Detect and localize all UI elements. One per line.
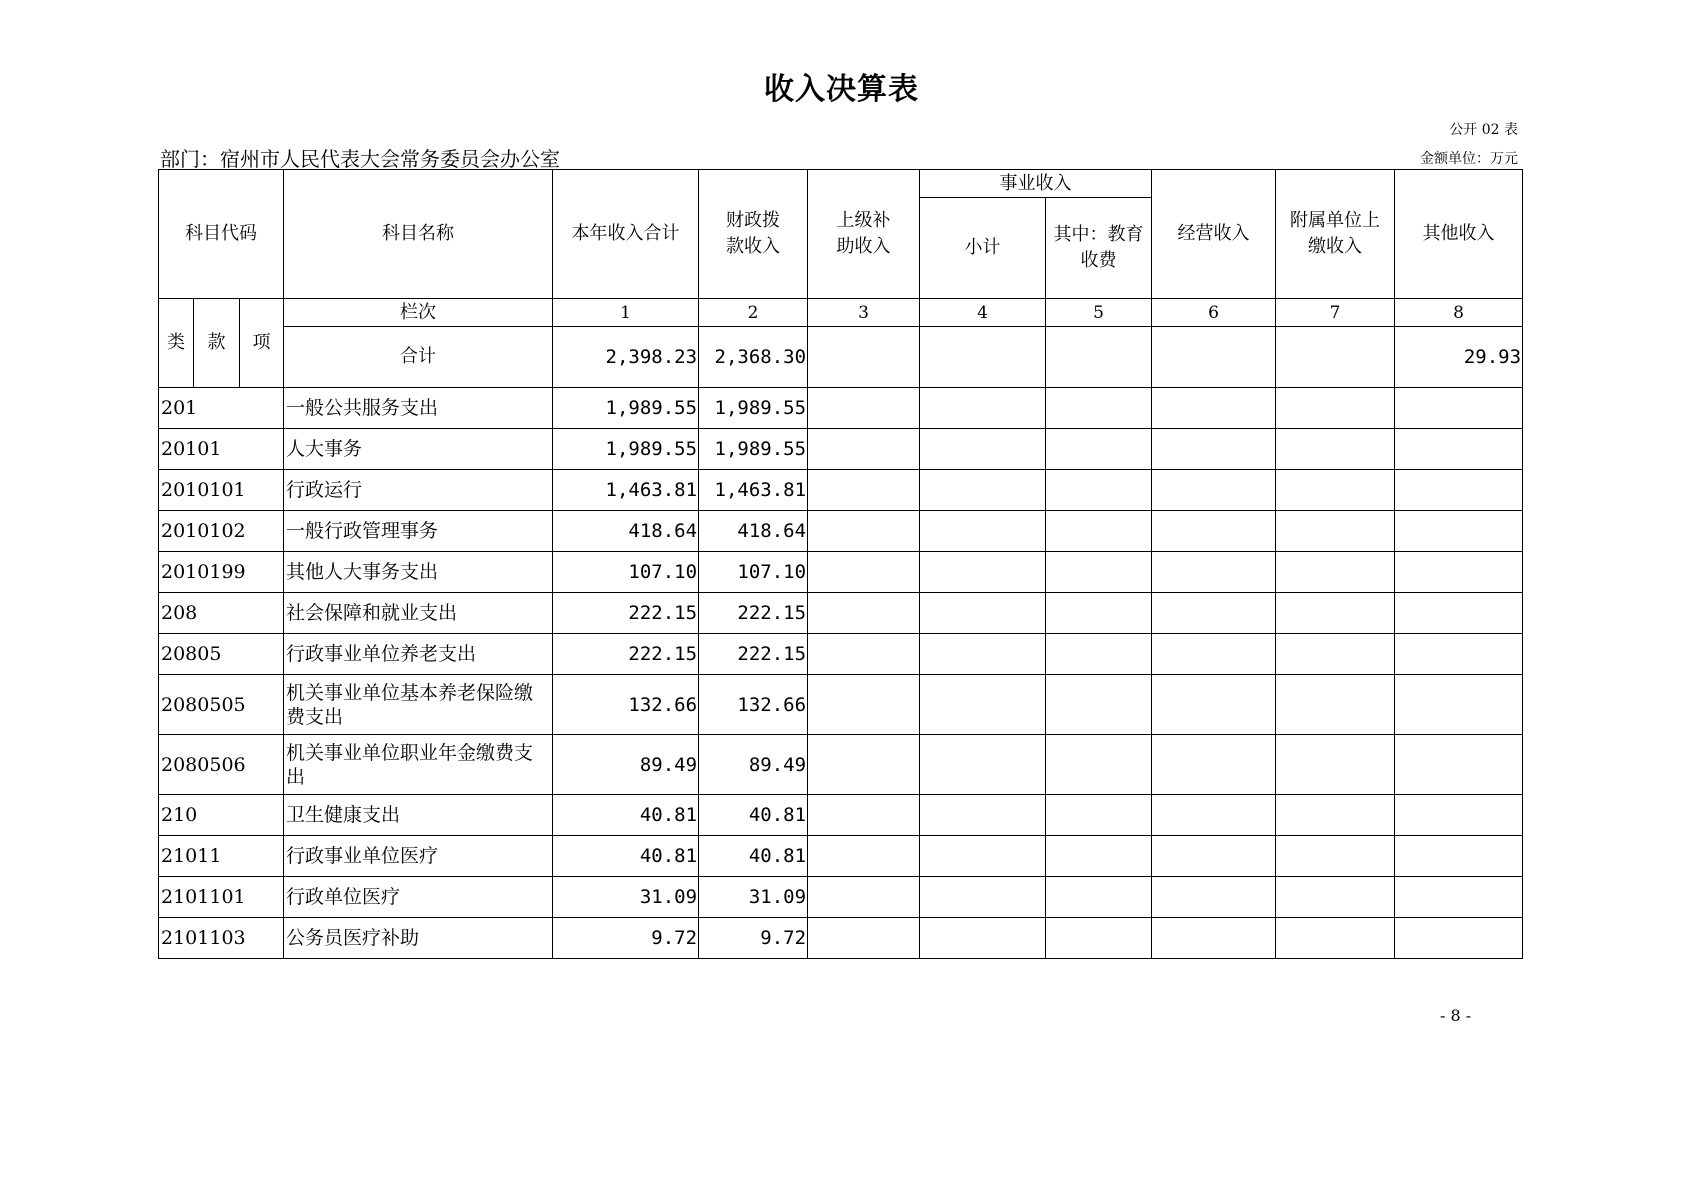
row-name: 社会保障和就业支出 [284,593,553,634]
header-fiscal [699,170,808,299]
row-code: 2010102 [159,511,284,552]
row-other [1395,836,1523,877]
col-index: 7 [1276,299,1395,327]
row-total: 1,989.55 [553,429,699,470]
row-affiliated [1276,877,1395,918]
row-code: 20805 [159,634,284,675]
row-business-edu [1046,918,1152,959]
header-business-edu [1046,198,1152,299]
row-fiscal: 89.49 [699,735,808,795]
row-fiscal: 1,463.81 [699,470,808,511]
row-total: 89.49 [553,735,699,795]
table-row [159,675,1523,735]
row-business-subtotal [920,511,1046,552]
total-row-total: 2,398.23 [553,327,699,388]
row-total: 418.64 [553,511,699,552]
row-name: 机关事业单位职业年金缴费支出 [284,735,553,795]
row-fiscal: 107.10 [699,552,808,593]
row-other [1395,511,1523,552]
col-index: 8 [1395,299,1523,327]
row-code: 21011 [159,836,284,877]
table-row [159,511,1523,552]
row-name: 一般公共服务支出 [284,388,553,429]
header-business-edu-text: 其中：教育收费 [1053,224,1144,271]
row-name: 行政事业单位医疗 [284,836,553,877]
row-other [1395,388,1523,429]
row-fiscal: 418.64 [699,511,808,552]
header-code: 科目代码 [159,170,284,299]
header-xiang: 项 [240,299,284,388]
row-name: 一般行政管理事务 [284,511,553,552]
row-total: 40.81 [553,795,699,836]
total-row-operating [1152,327,1276,388]
row-affiliated [1276,735,1395,795]
row-code: 2101101 [159,877,284,918]
row-code: 210 [159,795,284,836]
row-business-subtotal [920,795,1046,836]
header-affiliated [1276,170,1395,299]
row-superior [808,593,920,634]
col-index: 3 [808,299,920,327]
table-row [159,470,1523,511]
row-business-edu [1046,593,1152,634]
row-operating [1152,675,1276,735]
header-operating: 经营收入 [1152,170,1276,299]
income-table [158,169,1523,959]
row-superior [808,877,920,918]
header-superior-text: 上级补助收入 [836,210,891,257]
row-name: 公务员医疗补助 [284,918,553,959]
row-other [1395,634,1523,675]
row-code: 2080505 [159,675,284,735]
row-affiliated [1276,552,1395,593]
row-operating [1152,388,1276,429]
table-row [159,795,1523,836]
row-operating [1152,511,1276,552]
row-business-subtotal [920,388,1046,429]
row-business-subtotal [920,429,1046,470]
row-other [1395,795,1523,836]
row-code: 2080506 [159,735,284,795]
row-business-edu [1046,470,1152,511]
header-business-subtotal: 小计 [920,198,1046,299]
table-row [159,552,1523,593]
row-code: 201 [159,388,284,429]
row-affiliated [1276,675,1395,735]
col-index: 1 [553,299,699,327]
row-total: 107.10 [553,552,699,593]
table-row [159,877,1523,918]
row-business-subtotal [920,634,1046,675]
row-affiliated [1276,388,1395,429]
page-number: - 8 - [1440,1006,1472,1025]
row-fiscal: 1,989.55 [699,429,808,470]
row-total: 1,463.81 [553,470,699,511]
row-operating [1152,552,1276,593]
row-other [1395,735,1523,795]
row-business-edu [1046,735,1152,795]
row-operating [1152,918,1276,959]
row-operating [1152,877,1276,918]
table-row [159,593,1523,634]
row-affiliated [1276,634,1395,675]
amount-unit: 金额单位：万元 [1420,151,1518,167]
department-label: 部门：宿州市人民代表大会常务委员会办公室 [160,147,560,171]
row-name: 其他人大事务支出 [284,552,553,593]
row-business-edu [1046,388,1152,429]
row-business-edu [1046,877,1152,918]
row-fiscal: 9.72 [699,918,808,959]
row-name: 卫生健康支出 [284,795,553,836]
row-code: 20101 [159,429,284,470]
total-row-superior [808,327,920,388]
header-fiscal-text: 财政拨款收入 [726,210,781,257]
row-operating [1152,470,1276,511]
row-total: 222.15 [553,593,699,634]
total-row-label: 合计 [284,327,553,388]
row-other [1395,552,1523,593]
row-superior [808,634,920,675]
page-title: 收入决算表 [764,72,919,107]
header-kuan: 款 [194,299,240,388]
row-operating [1152,593,1276,634]
row-other [1395,470,1523,511]
header-affiliated-text: 附属单位上缴收入 [1290,210,1381,257]
row-name: 行政事业单位养老支出 [284,634,553,675]
row-operating [1152,795,1276,836]
row-code: 2101103 [159,918,284,959]
row-superior [808,795,920,836]
row-business-edu [1046,836,1152,877]
table-row [159,735,1523,795]
total-row-affiliated [1276,327,1395,388]
row-name: 行政运行 [284,470,553,511]
row-business-edu [1046,552,1152,593]
row-affiliated [1276,593,1395,634]
row-superior [808,429,920,470]
table-row [159,836,1523,877]
total-row-fiscal: 2,368.30 [699,327,808,388]
row-business-subtotal [920,593,1046,634]
row-other [1395,593,1523,634]
row-affiliated [1276,470,1395,511]
row-other [1395,918,1523,959]
row-name: 机关事业单位基本养老保险缴费支出 [284,675,553,735]
row-fiscal: 222.15 [699,634,808,675]
header-business-group: 事业收入 [920,170,1152,198]
header-lei: 类 [159,299,194,388]
row-business-subtotal [920,918,1046,959]
col-index: 5 [1046,299,1152,327]
row-name: 人大事务 [284,429,553,470]
total-row-business-edu [1046,327,1152,388]
row-fiscal: 31.09 [699,877,808,918]
row-business-subtotal [920,836,1046,877]
row-affiliated [1276,918,1395,959]
row-code: 2010101 [159,470,284,511]
row-operating [1152,634,1276,675]
row-total: 132.66 [553,675,699,735]
row-superior [808,470,920,511]
row-business-edu [1046,675,1152,735]
header-total: 本年收入合计 [553,170,699,299]
row-superior [808,511,920,552]
header-other: 其他收入 [1395,170,1523,299]
row-superior [808,836,920,877]
form-number: 公开 02 表 [1449,122,1518,138]
row-total: 9.72 [553,918,699,959]
row-code: 208 [159,593,284,634]
row-business-edu [1046,429,1152,470]
row-other [1395,429,1523,470]
row-total: 222.15 [553,634,699,675]
row-total: 40.81 [553,836,699,877]
header-lanci: 栏次 [284,299,553,327]
row-business-subtotal [920,552,1046,593]
header-name: 科目名称 [284,170,553,299]
row-fiscal: 40.81 [699,795,808,836]
row-business-subtotal [920,675,1046,735]
row-business-edu [1046,511,1152,552]
row-superior [808,388,920,429]
row-operating [1152,836,1276,877]
row-fiscal: 132.66 [699,675,808,735]
row-other [1395,877,1523,918]
row-superior [808,552,920,593]
row-superior [808,735,920,795]
row-operating [1152,429,1276,470]
row-fiscal: 40.81 [699,836,808,877]
row-other [1395,675,1523,735]
header-superior [808,170,920,299]
row-total: 31.09 [553,877,699,918]
row-total: 1,989.55 [553,388,699,429]
total-row-business-subtotal [920,327,1046,388]
row-code: 2010199 [159,552,284,593]
row-superior [808,675,920,735]
row-affiliated [1276,795,1395,836]
col-index: 6 [1152,299,1276,327]
table-row [159,634,1523,675]
total-row-other: 29.93 [1395,327,1523,388]
row-affiliated [1276,511,1395,552]
row-business-subtotal [920,877,1046,918]
row-operating [1152,735,1276,795]
row-affiliated [1276,836,1395,877]
row-business-edu [1046,634,1152,675]
row-business-subtotal [920,470,1046,511]
table-row [159,429,1523,470]
table-row [159,918,1523,959]
row-fiscal: 1,989.55 [699,388,808,429]
row-business-subtotal [920,735,1046,795]
table-row [159,388,1523,429]
row-affiliated [1276,429,1395,470]
row-business-edu [1046,795,1152,836]
row-superior [808,918,920,959]
col-index: 2 [699,299,808,327]
row-fiscal: 222.15 [699,593,808,634]
row-name: 行政单位医疗 [284,877,553,918]
col-index: 4 [920,299,1046,327]
